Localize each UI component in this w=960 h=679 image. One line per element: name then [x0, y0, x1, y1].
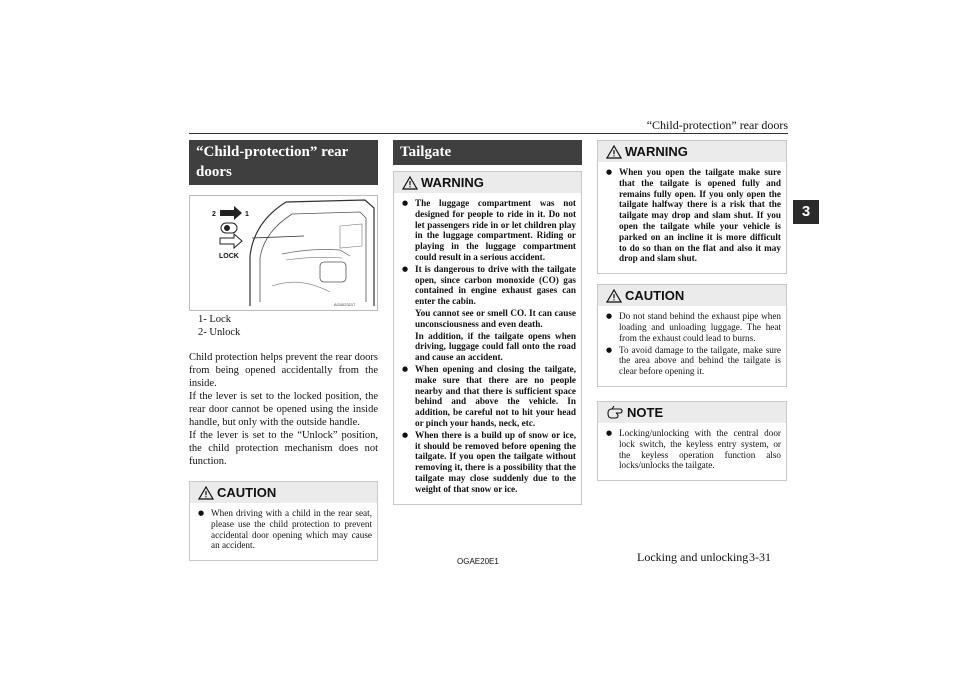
lock-label: LOCK [219, 253, 239, 260]
caution-title: CAUTION [217, 485, 277, 500]
header-rule [189, 133, 788, 134]
warning-box-tailgate [393, 171, 582, 505]
bullet-icon: ● [402, 364, 409, 373]
caution-title: CAUTION [625, 288, 685, 304]
paragraph-unlock: If the lever is set to the “Unlock” position, the child protection mechanism does not function. [189, 430, 378, 467]
caution-box-tailgate [597, 284, 787, 387]
caution-header [598, 285, 786, 306]
child-lock-figure [189, 195, 378, 311]
page-number: 3-31 [749, 550, 771, 564]
chapter-tab: 3 [793, 200, 819, 224]
caution-item: ● When driving with a child in the rear seat, please use the child protection to prevent accidental door opening which may cause an accident. [198, 508, 372, 551]
caution-header [190, 482, 377, 503]
bullet-icon: ● [402, 199, 409, 207]
warning-triangle-icon [606, 145, 622, 159]
section-title-child-protection: “Child-protection” rear doors [189, 140, 378, 185]
column-child-protection [189, 140, 378, 561]
warning-header [598, 141, 786, 162]
warning-item-luggage: ● The luggage compartment was not designed for people to ride in it. Do not let passengers ride in or let children play in the luggage compartment. Riding or playing in the luggage compartment could result in a serious accident. [402, 198, 576, 262]
legend-unlock: 2- Unlock [198, 327, 241, 338]
warning-triangle-icon [402, 176, 418, 190]
bullet-icon: ● [606, 312, 613, 321]
warning-title: WARNING [421, 175, 484, 190]
page-code: OGAE20E1 [457, 557, 499, 566]
running-header-title: “Child-protection” rear doors [646, 118, 788, 132]
warning-title: WARNING [625, 144, 688, 159]
note-header [598, 402, 786, 423]
warning-triangle-icon [198, 486, 214, 500]
caution-item-clearance: ● To avoid damage to the tailgate, make sure the area above and behind the tailgate is clear before opening it. [606, 344, 781, 377]
bullet-icon: ● [606, 345, 613, 354]
figure-legend [198, 313, 378, 339]
note-box [597, 401, 787, 481]
footer-section-title: Locking and unlocking [637, 550, 749, 564]
caution-item-exhaust: ● Do not stand behind the exhaust pipe when loading and unloading luggage. The heat from the exhaust could lead to burns. [606, 311, 781, 343]
note-hand-icon [606, 405, 624, 419]
figure-code: AG0023217 [334, 302, 356, 307]
bullet-icon: ● [606, 168, 613, 176]
paragraph-locked: If the lever is set to the locked position, the rear door cannot be opened using the inside handle, but only with the outside handle. [189, 391, 378, 428]
warning-triangle-icon [606, 289, 622, 303]
bullet-icon: ● [606, 428, 613, 437]
warning-item-carbon-monoxide: ● It is dangerous to drive with the tailgate open, since carbon monoxide (CO) gas contained in engine exhaust gases can enter the cabin. [402, 263, 576, 307]
bullet-icon: ● [402, 264, 409, 273]
warning-item-snow: ● When there is a build up of snow or ice, it should be removed before opening the tailgate. If you open the tailgate without removing it, there is a possibility that the tailgate may close suddenly due to the weight of that snow or ice. [402, 429, 576, 494]
bullet-icon: ● [198, 509, 205, 517]
bullet-icon: ● [402, 430, 409, 439]
paragraph-purpose: Child protection helps prevent the rear doors from being opened accidentally from the inside. [189, 352, 378, 389]
note-item-central-lock: ● Locking/unlocking with the central door lock switch, the keyless entry system, or the keyless operation function also locks/unlocks the tailgate. [606, 427, 781, 471]
warning-item-opening: ● When opening and closing the tailgate, make sure that there are no people nearby and that there is sufficient space behind and above the vehicle. In addition, be careful not to hit your head or pinch your hands, neck, etc. [402, 363, 576, 428]
lever-label-1: 1 [245, 211, 249, 218]
caution-box-child-seat [189, 481, 378, 561]
section-title-tailgate: Tailgate [393, 140, 582, 165]
lever-label-2: 2 [212, 211, 216, 218]
column-tailgate [393, 140, 582, 505]
warning-subtext-luggage-fall: In addition, if the tailgate opens when driving, luggage could fall onto the road and cause an accident. [415, 330, 576, 363]
column-tailgate-continued [597, 140, 787, 481]
warning-subtext-co: You cannot see or smell CO. It can cause unconsciousness and even death. [415, 307, 576, 329]
warning-box-open-fully [597, 140, 787, 274]
note-title: NOTE [627, 404, 664, 420]
body-paragraphs [189, 351, 378, 468]
warning-header [394, 172, 581, 193]
warning-item-open-fully: ● When you open the tailgate make sure that the tailgate is opened fully and remains fully open. If you only open the tailgate halfway there is a risk that the tailgate may drop and slam shut. If you open the tailgate while your vehicle is parked on an incline it is more difficult to do so than on the flat and also it may drop and slam shut. [606, 167, 781, 264]
legend-lock: 1- Lock [198, 314, 231, 325]
door-illustration [190, 196, 377, 310]
